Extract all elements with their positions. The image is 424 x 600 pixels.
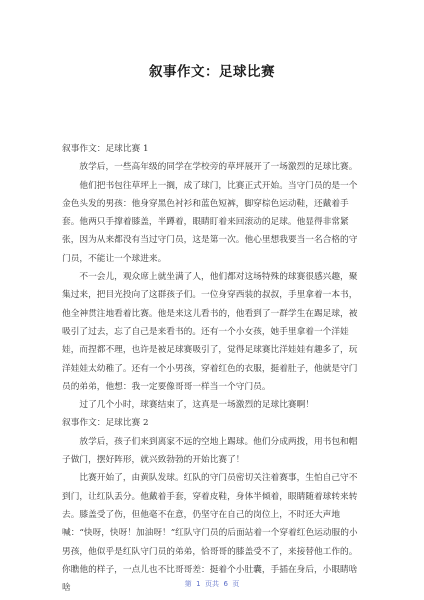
body-paragraph: 不一会儿，观众席上就坐满了人，他们都对这场特殊的球赛很感兴趣，聚集过来，把目光投向了这群孩子们。一位身穿西装的叔叔，手里拿着一本书，他全神贯注地看着比赛。他是来这儿看书的，他看到了一群学生在踢足球，被吸引了过去，忘了自己是来看书的。还有一个小女孩，她手里拿着一个洋娃娃，而捏都不理，也许是被足球赛吸引了，觉得足球赛比洋娃娃有趣多了，玩洋娃娃太幼稚了。还有一个小男孩，穿着红色的衣服，挺着肚子，他就是守门员的弟弟，他想：我一定要像哥哥一样当一个守门员。 bbox=[62, 272, 358, 392]
body-paragraph: 比赛开始了，由黄队发球。红队的守门员密切关注着赛事，生怕自己守不到门，让红队丢分。他戴着手套，穿着皮鞋，身体半倾着，眼睛随着球转来转去。膝盖受了伤，但他毫不在意，仍坚守在自己的岗位上，不时还大声地喊：“快呀，快呀！加油呀！”红队守门员的后面站着一个穿着红色运动服的小男孩，他似乎是红队守门员的弟弟，恰哥哥的膝盖受不了，来接替他工作的。你瞧他的样子，一点儿也不比哥哥差：挺着个小肚囊，手插在身后，小眼睛啥啥 bbox=[62, 473, 358, 594]
body-paragraph: 他们把书包往草坪上一搁，成了球门，比赛正式开始。当守门员的是一个金色头发的男孩：他身穿黑色衬衫和蓝色短裤，脚穿棕色运动鞋，还戴着手套。他两只手撑着膝盖，半蹲着，眼睛盯着来回滚动的足球。他显得非常紧张，因为从来都没有当过守门员，这是第一次。他心里想我要当一名合格的守门员，不能让一个球进来。 bbox=[62, 180, 358, 264]
section-heading: 叙事作文：足球比赛 2 bbox=[62, 418, 149, 429]
body-paragraph: 放学后，孩子们来到离家不远的空地上踢球。他们分成两拨，用书包和帽子做门，摆好阵形，就兴致勃勃的开始比赛了！ bbox=[62, 436, 358, 466]
page-footer: 第 1 页共 6 页 bbox=[184, 580, 240, 588]
document-title: 叙事作文：足球比赛 bbox=[149, 64, 275, 80]
document-body bbox=[62, 140, 362, 597]
section-heading: 叙事作文：足球比赛 1 bbox=[62, 144, 149, 154]
body-paragraph: 放学后，一些高年级的同学在学校旁的草坪展开了一场激烈的足球比赛。 bbox=[79, 162, 358, 173]
body-paragraph: 过了几个小时，球赛结束了，这真是一场激烈的足球比赛啊！ bbox=[79, 400, 314, 411]
